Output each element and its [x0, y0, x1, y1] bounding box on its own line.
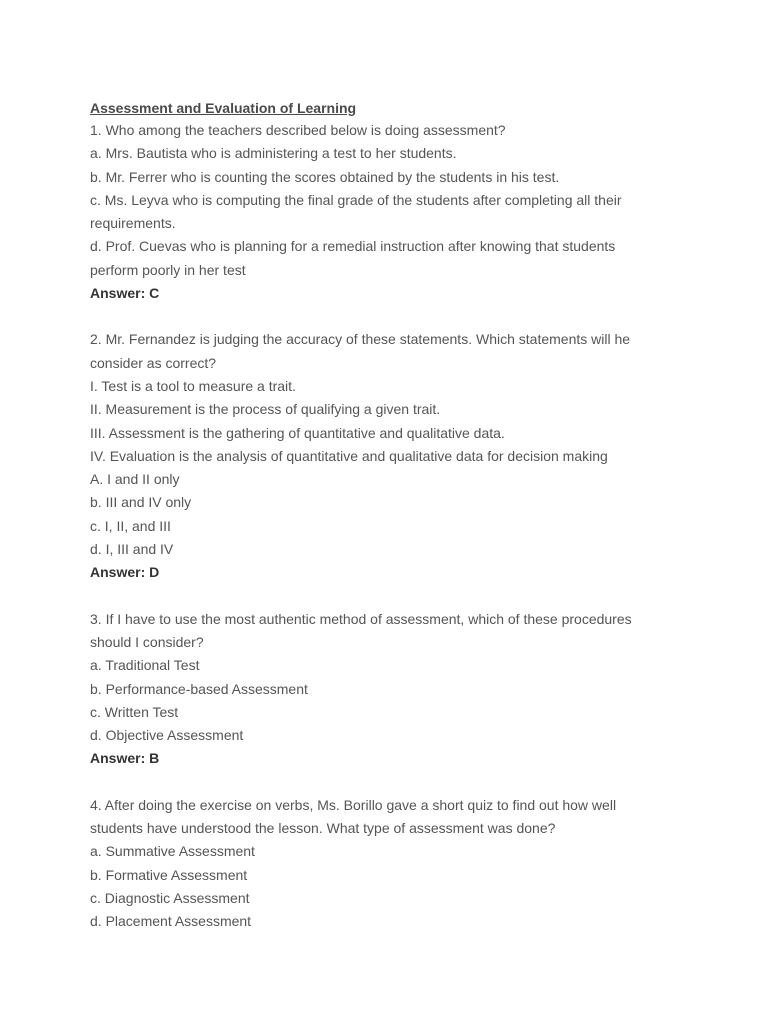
question-2 [90, 328, 690, 584]
question-3 [90, 608, 690, 771]
question-2-statement-3: III. Assessment is the gathering of quantitative and qualitative data. [90, 424, 505, 441]
question-3-stem: 3. If I have to use the most authentic method of assessment, which of these procedures [90, 610, 632, 627]
question-4 [90, 794, 690, 934]
question-4-option-c: c. Diagnostic Assessment [90, 889, 250, 906]
question-3-stem-continued: should I consider? [90, 633, 204, 650]
spacer [90, 585, 690, 608]
question-3-option-a: a. Traditional Test [90, 657, 200, 674]
question-2-option-c: c. I, II, and III [90, 517, 171, 534]
spacer [90, 771, 690, 794]
question-4-stem-continued: students have understood the lesson. What type of assessment was done? [90, 820, 556, 837]
question-1-option-c: c. Ms. Leyva who is computing the final grade of the students after completing all their [90, 191, 622, 208]
question-2-statement-4: IV. Evaluation is the analysis of quantitative and qualitative data for decision making [90, 447, 608, 464]
spacer [90, 305, 690, 328]
question-2-answer: Answer: D [90, 564, 160, 581]
question-4-option-a: a. Summative Assessment [90, 843, 255, 860]
question-1-option-d: d. Prof. Cuevas who is planning for a remedial instruction after knowing that students [90, 238, 616, 255]
question-1-option-b: b. Mr. Ferrer who is counting the scores obtained by the students in his test. [90, 168, 560, 185]
question-4-stem: 4. After doing the exercise on verbs, Ms. Borillo gave a short quiz to find out how well [90, 796, 617, 813]
question-4-option-d: d. Placement Assessment [90, 913, 252, 930]
question-2-stem: 2. Mr. Fernandez is judging the accuracy of these statements. Which statements will he [90, 331, 631, 348]
question-2-option-d: d. I, III and IV [90, 541, 174, 558]
question-3-answer: Answer: B [90, 750, 160, 767]
question-3-option-b: b. Performance-based Assessment [90, 680, 308, 697]
question-3-option-c: c. Written Test [90, 703, 179, 720]
question-1-stem: 1. Who among the teachers described below is doing assessment? [90, 122, 506, 138]
question-2-statement-2: II. Measurement is the process of qualifying a given trait. [90, 401, 441, 418]
document-title: Assessment and Evaluation of Learning [90, 100, 357, 116]
question-1 [90, 119, 690, 305]
question-2-option-a: A. I and II only [90, 471, 180, 488]
question-1-option-a: a. Mrs. Bautista who is administering a test to her students. [90, 145, 457, 162]
question-2-statement-1: I. Test is a tool to measure a trait. [90, 377, 296, 394]
question-1-option-c-continued: requirements. [90, 215, 176, 232]
question-2-stem-continued: consider as correct? [90, 354, 217, 371]
question-1-answer: Answer: C [90, 285, 160, 302]
question-1-option-d-continued: perform poorly in her test [90, 261, 246, 278]
question-4-option-b: b. Formative Assessment [90, 866, 248, 883]
question-3-option-d: d. Objective Assessment [90, 727, 244, 744]
question-2-option-b: b. III and IV only [90, 494, 192, 511]
document-content [90, 98, 690, 934]
